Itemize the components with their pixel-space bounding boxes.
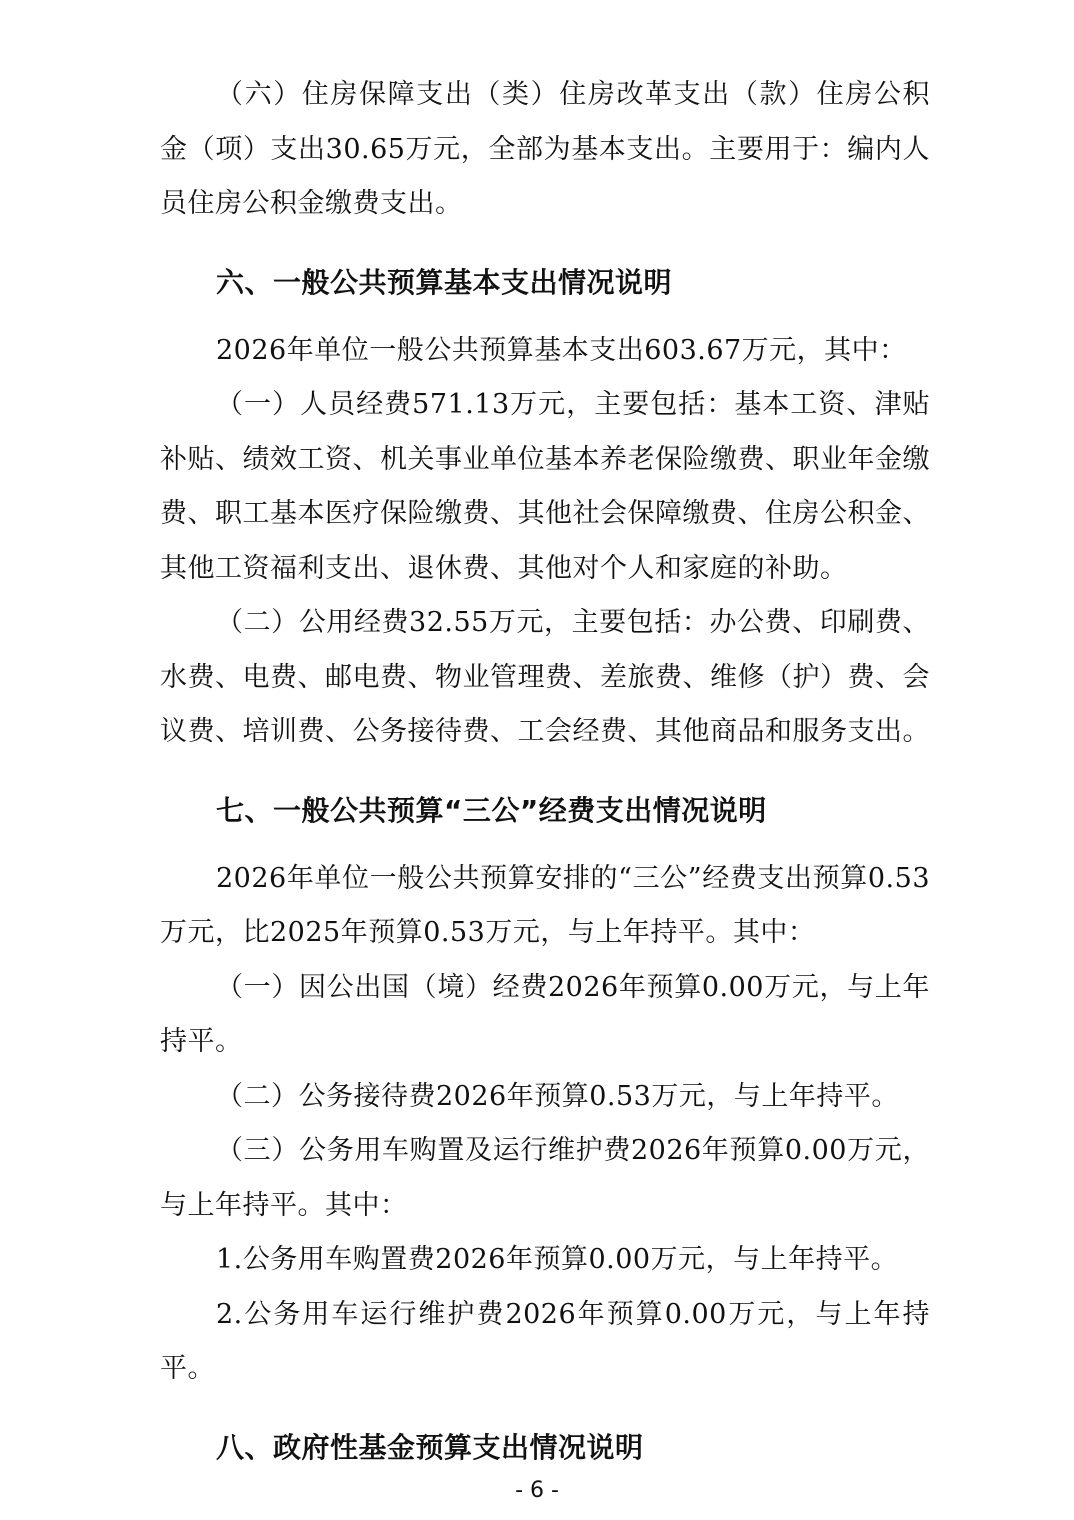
paragraph-vehicle-purchase: 1.公务用车购置费2026年预算0.00万元，与上年持平。 — [216, 1244, 899, 1275]
paragraph-overseas-expense: （一）因公出国（境）经费2026年预算0.00万元，与上年持平。 — [160, 971, 930, 1057]
paragraph-vehicle-expense: （三）公务用车购置及运行维护费2026年预算0.00万元，与上年持平。其中： — [160, 1135, 930, 1221]
section-7-heading: 七、一般公共预算“三公”经费支出情况说明 — [216, 793, 767, 827]
paragraph-three-public-total: 2026年单位一般公共预算安排的“三公”经费支出预算0.53万元，比2025年预算0.53万元，与上年持平。其中： — [160, 862, 930, 948]
paragraph-reception-expense: （二）公务接待费2026年预算0.53万元，与上年持平。 — [216, 1080, 899, 1112]
paragraph-basic-expense-total: 2026年单位一般公共预算基本支出603.67万元，其中： — [216, 334, 907, 366]
section-8-heading: 八、政府性基金预算支出情况说明 — [216, 1430, 644, 1464]
paragraph-personnel-expense: （一）人员经费571.13万元，主要包括：基本工资、津贴补贴、绩效工资、机关事业单位基本养老保险缴费、职业年金缴费、职工基本医疗保险缴费、其他社会保障缴费、住房公积金、其他工资福利支出、退休费、其他对个人和家庭的补助。 — [160, 389, 930, 584]
paragraph-housing-expense: （六）住房保障支出（类）住房改革支出（款）住房公积金（项）支出30.65万元，全部为基本支出。主要用于：编内人员住房公积金缴费支出。 — [160, 79, 930, 219]
paragraph-public-expense: （二）公用经费32.55万元，主要包括：办公费、印刷费、水费、电费、邮电费、物业管理费、差旅费、维修（护）费、会议费、培训费、公务接待费、工会经费、其他商品和服务支出。 — [160, 607, 930, 747]
section-6-heading: 六、一般公共预算基本支出情况说明 — [216, 265, 673, 299]
page-number: - 6 - — [515, 1478, 559, 1503]
document-page — [160, 68, 930, 1475]
paragraph-vehicle-maintenance: 2.公务用车运行维护费2026年预算0.00万元，与上年持平。 — [160, 1298, 930, 1384]
